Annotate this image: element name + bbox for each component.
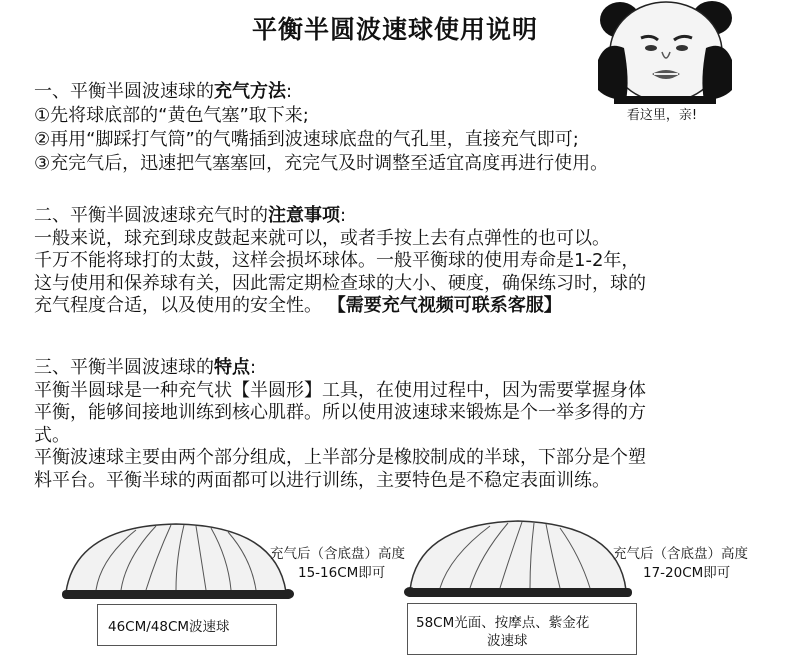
section-precautions xyxy=(34,205,774,318)
paragraph-line xyxy=(34,295,774,318)
heading-suffix: : xyxy=(250,357,257,378)
heading-suffix: : xyxy=(340,205,347,226)
section-heading xyxy=(34,205,774,228)
right-size-label-line2: 波速球 xyxy=(487,633,528,649)
section-heading xyxy=(34,357,774,380)
heading-prefix: 三、平衡半圆波速球的 xyxy=(34,357,214,378)
section-inflation-method xyxy=(34,80,774,176)
contact-service-highlight: 【需要充气视频可联系客服】 xyxy=(327,295,562,316)
left-height-value: 15-16CM即可 xyxy=(298,565,386,581)
right-size-label-line1: 58CM光面、按摩点、紫金花 xyxy=(416,615,590,631)
meme-caption: 看这里，亲! xyxy=(626,108,698,123)
paragraph-line: 式。 xyxy=(34,424,70,446)
left-bosu-ball-illustration xyxy=(56,518,296,603)
paragraph-line: 平衡波速球主要由两个部分组成，上半部分是橡胶制成的半球，下部分是个塑 xyxy=(34,447,646,468)
page-title: 平衡半圆波速球使用说明 xyxy=(251,15,538,44)
paragraph-line: 料平台。平衡半球的两面都可以进行训练，主要特色是不稳定表面训练。 xyxy=(34,469,610,491)
section-features xyxy=(34,357,774,492)
right-height-value: 17-20CM即可 xyxy=(643,565,731,581)
paragraph-line: 一般来说，球充到球皮鼓起来就可以，或者手按上去有点弹性的也可以。 xyxy=(34,227,610,249)
heading-prefix: 一、平衡半圆波速球的 xyxy=(34,81,214,102)
heading-bold: 注意事项 xyxy=(268,205,340,226)
heading-prefix: 二、平衡半圆波速球充气时的 xyxy=(34,205,268,226)
paragraph-line: 千万不能将球打的太鼓，这样会损坏球体。一般平衡球的使用寿命是1-2年， xyxy=(34,250,640,271)
instruction-line: ①先将球底部的“黄色气塞”取下来; xyxy=(34,105,309,126)
left-height-label: 充气后（含底盘）高度 xyxy=(270,546,405,562)
heading-bold: 充气方法 xyxy=(214,81,286,102)
right-bosu-ball-illustration xyxy=(400,516,636,601)
instruction-line: ②再用“脚踩打气筒”的气嘴插到波速球底盘的气孔里，直接充气即可; xyxy=(34,129,579,150)
instruction-line: ③充完气后，迅速把气塞塞回，充完气及时调整至适宜高度再进行使用。 xyxy=(34,153,609,174)
paragraph-line: 平衡，能够间接地训练到核心肌群。所以使用波速球来锻炼是个一举多得的方 xyxy=(34,402,646,423)
heading-bold: 特点 xyxy=(214,357,250,378)
paragraph-line-text: 充气程度合适，以及使用的安全性。 xyxy=(34,295,322,316)
paragraph-line: 平衡半圆球是一种充气状【半圆形】工具，在使用过程中，因为需要掌握身体 xyxy=(34,379,646,401)
left-size-label: 46CM/48CM波速球 xyxy=(108,619,230,635)
paragraph-line: 这与使用和保养球有关，因此需定期检查球的大小、硬度，确保练习时，球的 xyxy=(34,272,646,294)
section-heading xyxy=(34,80,774,104)
heading-suffix: : xyxy=(286,81,293,102)
right-height-label: 充气后（含底盘）高度 xyxy=(613,546,748,562)
